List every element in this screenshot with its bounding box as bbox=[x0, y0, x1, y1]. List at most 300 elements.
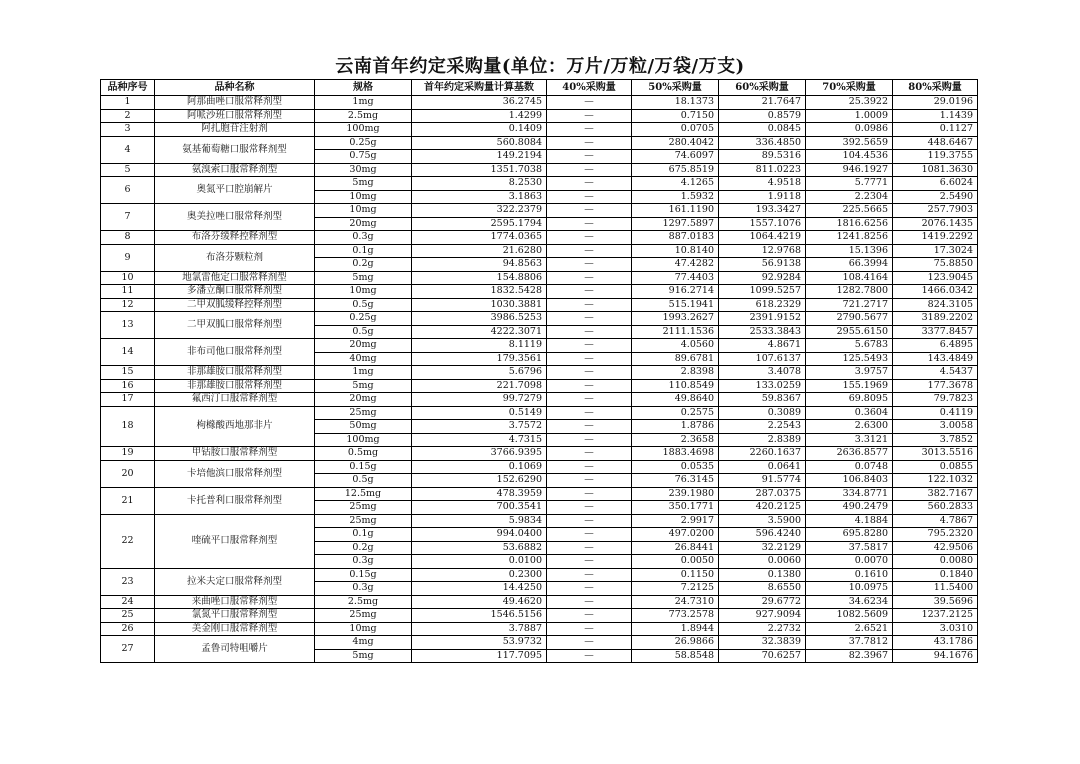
qty-50-cell: 89.6781 bbox=[632, 352, 719, 366]
base-qty-cell: 149.2194 bbox=[412, 150, 547, 164]
qty-60-cell: 2533.3843 bbox=[719, 325, 806, 339]
qty-60-cell: 4.8671 bbox=[719, 339, 806, 353]
qty-80-cell: 0.1840 bbox=[893, 568, 978, 582]
qty-80-cell: 79.7823 bbox=[893, 393, 978, 407]
qty-40-cell: — bbox=[547, 244, 632, 258]
qty-40-cell: — bbox=[547, 298, 632, 312]
qty-80-cell: 2.5490 bbox=[893, 190, 978, 204]
qty-60-cell: 56.9138 bbox=[719, 258, 806, 272]
qty-70-cell: 15.1396 bbox=[806, 244, 893, 258]
base-qty-cell: 49.4620 bbox=[412, 595, 547, 609]
qty-70-cell: 0.3604 bbox=[806, 406, 893, 420]
variety-number-cell: 10 bbox=[101, 271, 155, 285]
base-qty-cell: 1774.0365 bbox=[412, 231, 547, 245]
qty-80-cell: 39.5696 bbox=[893, 595, 978, 609]
spec-cell: 25mg bbox=[315, 406, 412, 420]
spec-cell: 0.1g bbox=[315, 244, 412, 258]
variety-number-cell: 18 bbox=[101, 406, 155, 447]
table-row bbox=[101, 177, 978, 191]
qty-70-cell: 3.9757 bbox=[806, 366, 893, 380]
qty-70-cell: 25.3922 bbox=[806, 96, 893, 110]
variety-number-cell: 19 bbox=[101, 447, 155, 461]
qty-70-cell: 155.1969 bbox=[806, 379, 893, 393]
spec-cell: 0.5mg bbox=[315, 447, 412, 461]
variety-number-cell: 4 bbox=[101, 136, 155, 163]
qty-50-cell: 4.1265 bbox=[632, 177, 719, 191]
qty-80-cell: 0.4119 bbox=[893, 406, 978, 420]
qty-60-cell: 1557.1076 bbox=[719, 217, 806, 231]
qty-50-cell: 1883.4698 bbox=[632, 447, 719, 461]
qty-50-cell: 2111.1536 bbox=[632, 325, 719, 339]
table-row bbox=[101, 460, 978, 474]
base-qty-cell: 994.0400 bbox=[412, 528, 547, 542]
qty-80-cell: 143.4849 bbox=[893, 352, 978, 366]
col-header: 50%采购量 bbox=[632, 80, 719, 96]
qty-50-cell: 0.0535 bbox=[632, 460, 719, 474]
spec-cell: 5mg bbox=[315, 271, 412, 285]
qty-50-cell: 916.2714 bbox=[632, 285, 719, 299]
spec-cell: 25mg bbox=[315, 514, 412, 528]
qty-40-cell: — bbox=[547, 460, 632, 474]
qty-70-cell: 3.3121 bbox=[806, 433, 893, 447]
spec-cell: 0.3g bbox=[315, 555, 412, 569]
variety-number-cell: 16 bbox=[101, 379, 155, 393]
qty-80-cell: 3.0310 bbox=[893, 622, 978, 636]
variety-number-cell: 3 bbox=[101, 123, 155, 137]
base-qty-cell: 5.9834 bbox=[412, 514, 547, 528]
base-qty-cell: 0.5149 bbox=[412, 406, 547, 420]
base-qty-cell: 3.7887 bbox=[412, 622, 547, 636]
variety-name-cell: 孟鲁司特咀嚼片 bbox=[155, 636, 315, 663]
qty-40-cell: — bbox=[547, 622, 632, 636]
variety-number-cell: 8 bbox=[101, 231, 155, 245]
qty-70-cell: 392.5659 bbox=[806, 136, 893, 150]
qty-40-cell: — bbox=[547, 190, 632, 204]
table-row bbox=[101, 123, 978, 137]
base-qty-cell: 0.0100 bbox=[412, 555, 547, 569]
variety-number-cell: 14 bbox=[101, 339, 155, 366]
qty-40-cell: — bbox=[547, 474, 632, 488]
base-qty-cell: 1832.5428 bbox=[412, 285, 547, 299]
qty-50-cell: 280.4042 bbox=[632, 136, 719, 150]
base-qty-cell: 0.2300 bbox=[412, 568, 547, 582]
page-title: 云南首年约定采购量(单位：万片/万粒/万袋/万支) bbox=[335, 56, 745, 77]
qty-50-cell: 0.2575 bbox=[632, 406, 719, 420]
variety-name-cell: 美金刚口服常释剂型 bbox=[155, 622, 315, 636]
qty-50-cell: 497.0200 bbox=[632, 528, 719, 542]
qty-60-cell: 287.0375 bbox=[719, 487, 806, 501]
spec-cell: 0.15g bbox=[315, 460, 412, 474]
qty-40-cell: — bbox=[547, 285, 632, 299]
table-row bbox=[101, 244, 978, 258]
qty-40-cell: — bbox=[547, 636, 632, 650]
variety-number-cell: 6 bbox=[101, 177, 155, 204]
qty-40-cell: — bbox=[547, 433, 632, 447]
qty-80-cell: 94.1676 bbox=[893, 649, 978, 663]
qty-80-cell: 3189.2202 bbox=[893, 312, 978, 326]
qty-40-cell: — bbox=[547, 258, 632, 272]
qty-70-cell: 108.4164 bbox=[806, 271, 893, 285]
header-row bbox=[101, 80, 978, 96]
variety-number-cell: 11 bbox=[101, 285, 155, 299]
qty-70-cell: 695.8280 bbox=[806, 528, 893, 542]
qty-40-cell: — bbox=[547, 217, 632, 231]
qty-70-cell: 37.5817 bbox=[806, 541, 893, 555]
variety-name-cell: 卡托普利口服常释剂型 bbox=[155, 487, 315, 514]
variety-name-cell: 奥美拉唑口服常释剂型 bbox=[155, 204, 315, 231]
variety-name-cell: 非布司他口服常释剂型 bbox=[155, 339, 315, 366]
base-qty-cell: 4222.3071 bbox=[412, 325, 547, 339]
base-qty-cell: 221.7098 bbox=[412, 379, 547, 393]
spec-cell: 4mg bbox=[315, 636, 412, 650]
qty-50-cell: 0.0050 bbox=[632, 555, 719, 569]
qty-60-cell: 32.3839 bbox=[719, 636, 806, 650]
qty-60-cell: 0.8579 bbox=[719, 109, 806, 123]
table-row bbox=[101, 312, 978, 326]
base-qty-cell: 36.2745 bbox=[412, 96, 547, 110]
qty-50-cell: 2.3658 bbox=[632, 433, 719, 447]
qty-40-cell: — bbox=[547, 649, 632, 663]
table-row bbox=[101, 636, 978, 650]
variety-name-cell: 甲钴胺口服常释剂型 bbox=[155, 447, 315, 461]
spec-cell: 0.5g bbox=[315, 474, 412, 488]
qty-60-cell: 193.3427 bbox=[719, 204, 806, 218]
qty-40-cell: — bbox=[547, 352, 632, 366]
qty-50-cell: 2.8398 bbox=[632, 366, 719, 380]
qty-50-cell: 350.1771 bbox=[632, 501, 719, 515]
base-qty-cell: 1546.5156 bbox=[412, 609, 547, 623]
qty-70-cell: 225.5665 bbox=[806, 204, 893, 218]
qty-70-cell: 490.2479 bbox=[806, 501, 893, 515]
qty-50-cell: 1993.2627 bbox=[632, 312, 719, 326]
qty-70-cell: 1.0009 bbox=[806, 109, 893, 123]
variety-number-cell: 20 bbox=[101, 460, 155, 487]
qty-50-cell: 18.1373 bbox=[632, 96, 719, 110]
spec-cell: 0.2g bbox=[315, 258, 412, 272]
spec-cell: 10mg bbox=[315, 285, 412, 299]
qty-80-cell: 0.1127 bbox=[893, 123, 978, 137]
col-header: 70%采购量 bbox=[806, 80, 893, 96]
qty-50-cell: 1.8786 bbox=[632, 420, 719, 434]
spec-cell: 0.3g bbox=[315, 231, 412, 245]
qty-80-cell: 17.3024 bbox=[893, 244, 978, 258]
spec-cell: 5mg bbox=[315, 177, 412, 191]
qty-50-cell: 47.4282 bbox=[632, 258, 719, 272]
qty-60-cell: 1064.4219 bbox=[719, 231, 806, 245]
qty-70-cell: 1082.5609 bbox=[806, 609, 893, 623]
qty-50-cell: 77.4403 bbox=[632, 271, 719, 285]
qty-70-cell: 66.3994 bbox=[806, 258, 893, 272]
qty-40-cell: — bbox=[547, 420, 632, 434]
qty-40-cell: — bbox=[547, 541, 632, 555]
qty-50-cell: 0.1150 bbox=[632, 568, 719, 582]
spec-cell: 30mg bbox=[315, 163, 412, 177]
table-row bbox=[101, 366, 978, 380]
qty-70-cell: 34.6234 bbox=[806, 595, 893, 609]
spec-cell: 1mg bbox=[315, 96, 412, 110]
qty-70-cell: 5.6783 bbox=[806, 339, 893, 353]
qty-80-cell: 560.2833 bbox=[893, 501, 978, 515]
qty-80-cell: 6.6024 bbox=[893, 177, 978, 191]
qty-60-cell: 811.0223 bbox=[719, 163, 806, 177]
qty-70-cell: 946.1927 bbox=[806, 163, 893, 177]
base-qty-cell: 0.1409 bbox=[412, 123, 547, 137]
variety-name-cell: 非那雄胺口服常释剂型 bbox=[155, 379, 315, 393]
qty-80-cell: 3.7852 bbox=[893, 433, 978, 447]
qty-50-cell: 49.8640 bbox=[632, 393, 719, 407]
qty-60-cell: 12.9768 bbox=[719, 244, 806, 258]
qty-70-cell: 721.2717 bbox=[806, 298, 893, 312]
variety-name-cell: 布洛芬颗粒剂 bbox=[155, 244, 315, 271]
base-qty-cell: 1030.3881 bbox=[412, 298, 547, 312]
procurement-table bbox=[100, 79, 978, 663]
qty-50-cell: 26.8441 bbox=[632, 541, 719, 555]
qty-70-cell: 2.6521 bbox=[806, 622, 893, 636]
variety-name-cell: 二甲双胍缓释控释剂型 bbox=[155, 298, 315, 312]
qty-70-cell: 2.6300 bbox=[806, 420, 893, 434]
qty-80-cell: 1081.3630 bbox=[893, 163, 978, 177]
qty-50-cell: 7.2125 bbox=[632, 582, 719, 596]
qty-80-cell: 3013.5516 bbox=[893, 447, 978, 461]
qty-60-cell: 0.0641 bbox=[719, 460, 806, 474]
qty-60-cell: 0.1380 bbox=[719, 568, 806, 582]
qty-60-cell: 21.7647 bbox=[719, 96, 806, 110]
base-qty-cell: 560.8084 bbox=[412, 136, 547, 150]
qty-80-cell: 75.8850 bbox=[893, 258, 978, 272]
variety-name-cell: 非那雄胺口服常释剂型 bbox=[155, 366, 315, 380]
qty-70-cell: 82.3967 bbox=[806, 649, 893, 663]
base-qty-cell: 8.1119 bbox=[412, 339, 547, 353]
spec-cell: 0.1g bbox=[315, 528, 412, 542]
table-row bbox=[101, 163, 978, 177]
qty-80-cell: 382.7167 bbox=[893, 487, 978, 501]
spec-cell: 25mg bbox=[315, 609, 412, 623]
qty-60-cell: 2260.1637 bbox=[719, 447, 806, 461]
qty-70-cell: 0.1610 bbox=[806, 568, 893, 582]
qty-50-cell: 2.9917 bbox=[632, 514, 719, 528]
qty-70-cell: 106.8403 bbox=[806, 474, 893, 488]
qty-60-cell: 4.9518 bbox=[719, 177, 806, 191]
variety-number-cell: 21 bbox=[101, 487, 155, 514]
table-row bbox=[101, 285, 978, 299]
variety-name-cell: 来曲唑口服常释剂型 bbox=[155, 595, 315, 609]
spec-cell: 0.25g bbox=[315, 312, 412, 326]
base-qty-cell: 3.7572 bbox=[412, 420, 547, 434]
qty-40-cell: — bbox=[547, 339, 632, 353]
table-row bbox=[101, 379, 978, 393]
base-qty-cell: 5.6796 bbox=[412, 366, 547, 380]
qty-80-cell: 123.9045 bbox=[893, 271, 978, 285]
table-row bbox=[101, 271, 978, 285]
table-row bbox=[101, 204, 978, 218]
qty-60-cell: 2.2543 bbox=[719, 420, 806, 434]
qty-80-cell: 43.1786 bbox=[893, 636, 978, 650]
qty-50-cell: 675.8519 bbox=[632, 163, 719, 177]
table-row bbox=[101, 109, 978, 123]
qty-80-cell: 4.7867 bbox=[893, 514, 978, 528]
variety-number-cell: 5 bbox=[101, 163, 155, 177]
qty-70-cell: 1282.7800 bbox=[806, 285, 893, 299]
table-row bbox=[101, 514, 978, 528]
base-qty-cell: 154.8806 bbox=[412, 271, 547, 285]
variety-name-cell: 氨基葡萄糖口服常释剂型 bbox=[155, 136, 315, 163]
spec-cell: 10mg bbox=[315, 622, 412, 636]
spec-cell: 20mg bbox=[315, 217, 412, 231]
spec-cell: 12.5mg bbox=[315, 487, 412, 501]
qty-40-cell: — bbox=[547, 487, 632, 501]
qty-40-cell: — bbox=[547, 96, 632, 110]
qty-80-cell: 1419.2292 bbox=[893, 231, 978, 245]
variety-number-cell: 2 bbox=[101, 109, 155, 123]
qty-40-cell: — bbox=[547, 582, 632, 596]
variety-name-cell: 阿那曲唑口服常释剂型 bbox=[155, 96, 315, 110]
qty-70-cell: 69.8095 bbox=[806, 393, 893, 407]
base-qty-cell: 8.2530 bbox=[412, 177, 547, 191]
base-qty-cell: 53.9732 bbox=[412, 636, 547, 650]
qty-60-cell: 59.8367 bbox=[719, 393, 806, 407]
qty-80-cell: 0.0080 bbox=[893, 555, 978, 569]
qty-50-cell: 76.3145 bbox=[632, 474, 719, 488]
spec-cell: 0.5g bbox=[315, 298, 412, 312]
table-row bbox=[101, 393, 978, 407]
qty-80-cell: 119.3755 bbox=[893, 150, 978, 164]
base-qty-cell: 14.4250 bbox=[412, 582, 547, 596]
variety-name-cell: 布洛芬缓释控释剂型 bbox=[155, 231, 315, 245]
qty-70-cell: 1816.6256 bbox=[806, 217, 893, 231]
spec-cell: 20mg bbox=[315, 339, 412, 353]
qty-50-cell: 1.5932 bbox=[632, 190, 719, 204]
qty-70-cell: 37.7812 bbox=[806, 636, 893, 650]
table-row bbox=[101, 568, 978, 582]
qty-80-cell: 3.0058 bbox=[893, 420, 978, 434]
variety-name-cell: 卡培他滨口服常释剂型 bbox=[155, 460, 315, 487]
variety-number-cell: 13 bbox=[101, 312, 155, 339]
table-row bbox=[101, 447, 978, 461]
table-row bbox=[101, 595, 978, 609]
qty-80-cell: 2076.1435 bbox=[893, 217, 978, 231]
base-qty-cell: 3.1863 bbox=[412, 190, 547, 204]
qty-40-cell: — bbox=[547, 501, 632, 515]
qty-40-cell: — bbox=[547, 325, 632, 339]
variety-name-cell: 氨溴索口服常释剂型 bbox=[155, 163, 315, 177]
qty-50-cell: 161.1190 bbox=[632, 204, 719, 218]
qty-40-cell: — bbox=[547, 595, 632, 609]
base-qty-cell: 21.6280 bbox=[412, 244, 547, 258]
variety-number-cell: 7 bbox=[101, 204, 155, 231]
qty-40-cell: — bbox=[547, 163, 632, 177]
qty-70-cell: 125.5493 bbox=[806, 352, 893, 366]
spec-cell: 5mg bbox=[315, 649, 412, 663]
qty-60-cell: 0.0060 bbox=[719, 555, 806, 569]
qty-70-cell: 2.2304 bbox=[806, 190, 893, 204]
qty-40-cell: — bbox=[547, 393, 632, 407]
qty-80-cell: 824.3105 bbox=[893, 298, 978, 312]
qty-70-cell: 2955.6150 bbox=[806, 325, 893, 339]
base-qty-cell: 3986.5253 bbox=[412, 312, 547, 326]
qty-80-cell: 29.0196 bbox=[893, 96, 978, 110]
variety-number-cell: 26 bbox=[101, 622, 155, 636]
variety-name-cell: 地氯雷他定口服常释剂型 bbox=[155, 271, 315, 285]
col-header: 品种序号 bbox=[101, 80, 155, 96]
table-row bbox=[101, 231, 978, 245]
spec-cell: 25mg bbox=[315, 501, 412, 515]
qty-70-cell: 0.0748 bbox=[806, 460, 893, 474]
qty-70-cell: 2790.5677 bbox=[806, 312, 893, 326]
qty-80-cell: 6.4895 bbox=[893, 339, 978, 353]
qty-80-cell: 0.0855 bbox=[893, 460, 978, 474]
qty-50-cell: 1297.5897 bbox=[632, 217, 719, 231]
variety-name-cell: 多潘立酮口服常释剂型 bbox=[155, 285, 315, 299]
spec-cell: 0.25g bbox=[315, 136, 412, 150]
table-row bbox=[101, 96, 978, 110]
variety-name-cell: 阿扎胞苷注射剂 bbox=[155, 123, 315, 137]
variety-name-cell: 奥氮平口腔崩解片 bbox=[155, 177, 315, 204]
qty-80-cell: 3377.8457 bbox=[893, 325, 978, 339]
qty-60-cell: 0.3089 bbox=[719, 406, 806, 420]
qty-60-cell: 618.2329 bbox=[719, 298, 806, 312]
qty-70-cell: 1241.8256 bbox=[806, 231, 893, 245]
qty-80-cell: 1466.0342 bbox=[893, 285, 978, 299]
spec-cell: 50mg bbox=[315, 420, 412, 434]
base-qty-cell: 4.7315 bbox=[412, 433, 547, 447]
qty-50-cell: 4.0560 bbox=[632, 339, 719, 353]
qty-40-cell: — bbox=[547, 366, 632, 380]
qty-40-cell: — bbox=[547, 555, 632, 569]
qty-60-cell: 420.2125 bbox=[719, 501, 806, 515]
qty-70-cell: 10.0975 bbox=[806, 582, 893, 596]
table-row bbox=[101, 622, 978, 636]
col-header: 40%采购量 bbox=[547, 80, 632, 96]
qty-40-cell: — bbox=[547, 379, 632, 393]
qty-60-cell: 2391.9152 bbox=[719, 312, 806, 326]
qty-60-cell: 1099.5257 bbox=[719, 285, 806, 299]
qty-70-cell: 334.8771 bbox=[806, 487, 893, 501]
variety-name-cell: 喹硫平口服常释剂型 bbox=[155, 514, 315, 568]
qty-80-cell: 4.5437 bbox=[893, 366, 978, 380]
qty-60-cell: 3.4078 bbox=[719, 366, 806, 380]
base-qty-cell: 1.4299 bbox=[412, 109, 547, 123]
base-qty-cell: 700.3541 bbox=[412, 501, 547, 515]
qty-70-cell: 0.0986 bbox=[806, 123, 893, 137]
qty-40-cell: — bbox=[547, 406, 632, 420]
qty-70-cell: 4.1884 bbox=[806, 514, 893, 528]
qty-70-cell: 2636.8577 bbox=[806, 447, 893, 461]
qty-50-cell: 58.8548 bbox=[632, 649, 719, 663]
variety-number-cell: 12 bbox=[101, 298, 155, 312]
qty-40-cell: — bbox=[547, 528, 632, 542]
qty-50-cell: 10.8140 bbox=[632, 244, 719, 258]
qty-40-cell: — bbox=[547, 312, 632, 326]
qty-70-cell: 5.7771 bbox=[806, 177, 893, 191]
qty-60-cell: 2.2732 bbox=[719, 622, 806, 636]
variety-name-cell: 枸橼酸西地那非片 bbox=[155, 406, 315, 447]
variety-number-cell: 1 bbox=[101, 96, 155, 110]
qty-50-cell: 1.8944 bbox=[632, 622, 719, 636]
qty-80-cell: 122.1032 bbox=[893, 474, 978, 488]
qty-60-cell: 0.0845 bbox=[719, 123, 806, 137]
variety-number-cell: 9 bbox=[101, 244, 155, 271]
variety-number-cell: 25 bbox=[101, 609, 155, 623]
spec-cell: 2.5mg bbox=[315, 109, 412, 123]
variety-number-cell: 27 bbox=[101, 636, 155, 663]
qty-60-cell: 596.4240 bbox=[719, 528, 806, 542]
spec-cell: 0.75g bbox=[315, 150, 412, 164]
table-row bbox=[101, 487, 978, 501]
spec-cell: 100mg bbox=[315, 433, 412, 447]
col-header: 60%采购量 bbox=[719, 80, 806, 96]
base-qty-cell: 179.3561 bbox=[412, 352, 547, 366]
qty-50-cell: 26.9866 bbox=[632, 636, 719, 650]
